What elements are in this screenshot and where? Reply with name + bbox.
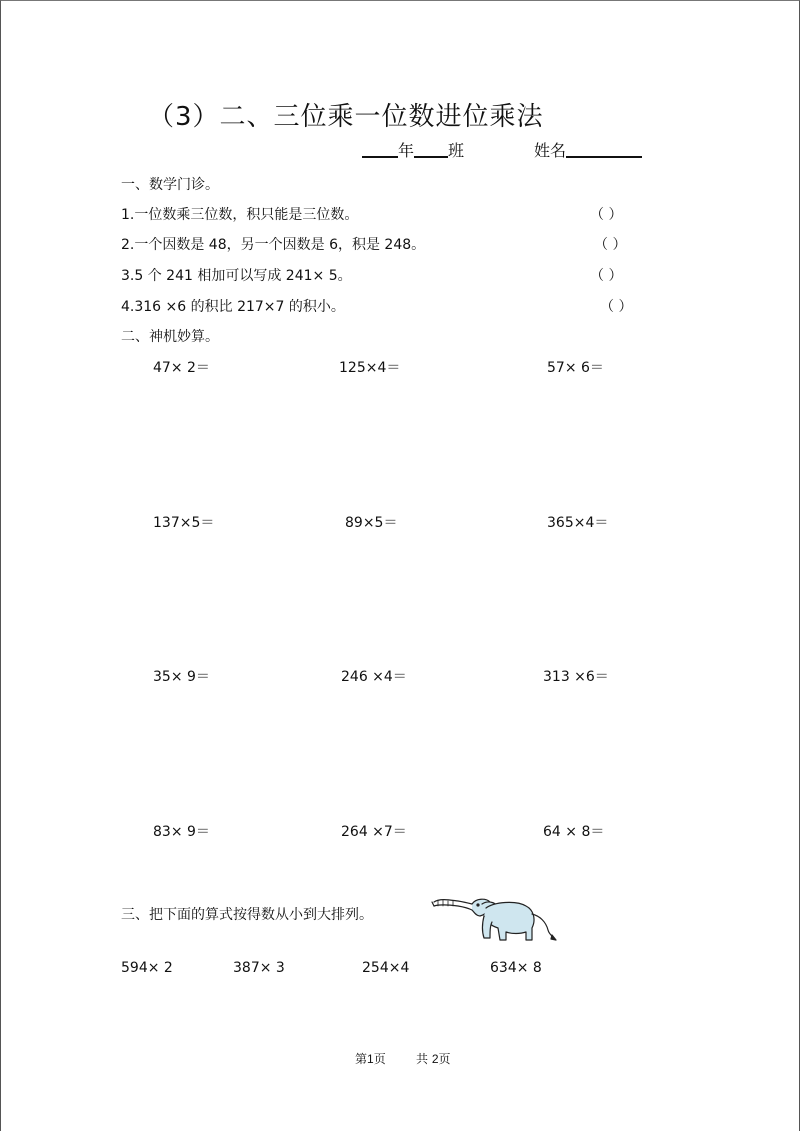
- calc-item: 264 ×7＝: [341, 824, 407, 840]
- name-blank[interactable]: [566, 140, 642, 158]
- total-prefix: 共: [416, 1052, 429, 1066]
- question-1: 1.一位数乘三位数，积只能是三位数。: [121, 207, 359, 223]
- order-expr: 634× 8: [490, 960, 542, 976]
- calc-item: 125×4＝: [339, 360, 401, 376]
- order-expr: 387× 3: [233, 960, 285, 976]
- answer-paren-1[interactable]: （ ）: [590, 207, 623, 223]
- section2-heading: 二、神机妙算。: [121, 329, 219, 345]
- question-3: 3.5 个 241 相加可以写成 241× 5。: [121, 268, 352, 284]
- calc-item: 137×5＝: [153, 515, 215, 531]
- total-num: 2: [431, 1052, 439, 1066]
- page-suffix: 页: [373, 1052, 386, 1066]
- section3-heading: 三、把下面的算式按得数从小到大排列。: [121, 907, 373, 923]
- class-blank[interactable]: [414, 140, 448, 158]
- calc-item: 47× 2＝: [153, 360, 210, 376]
- calc-item: 89×5＝: [345, 515, 398, 531]
- question-2: 2.一个因数是 48，另一个因数是 6，积是 248。: [121, 237, 426, 253]
- section1-heading: 一、数学门诊。: [121, 177, 219, 193]
- name-label: 姓名: [534, 141, 567, 160]
- order-expr: 254×4: [362, 960, 410, 976]
- calc-item: 83× 9＝: [153, 824, 210, 840]
- answer-paren-4[interactable]: （ ）: [600, 299, 633, 315]
- page-number: [355, 1050, 386, 1067]
- grade-blank[interactable]: [362, 140, 398, 158]
- name-field: [534, 138, 642, 161]
- total-suffix: 页: [438, 1052, 451, 1066]
- grade-label: 年: [398, 141, 415, 160]
- class-label: 班: [448, 141, 465, 160]
- answer-paren-2[interactable]: （ ）: [594, 237, 627, 253]
- calc-item: 57× 6＝: [547, 360, 604, 376]
- calc-item: 64 × 8＝: [543, 824, 605, 840]
- calc-item: 313 ×6＝: [543, 669, 609, 685]
- page-num: 1: [367, 1052, 374, 1066]
- page-prefix: 第: [355, 1052, 368, 1066]
- calc-item: 365×4＝: [547, 515, 609, 531]
- elephant-illustration: [428, 892, 558, 948]
- page-title: （3）二、三位乘一位数进位乘法: [148, 102, 544, 132]
- answer-paren-3[interactable]: （ ）: [590, 268, 623, 284]
- calc-item: 246 ×4＝: [341, 669, 407, 685]
- order-expr: 594× 2: [121, 960, 173, 976]
- calc-item: 35× 9＝: [153, 669, 210, 685]
- total-pages: [416, 1050, 451, 1067]
- question-4: 4.316 ×6 的积比 217×7 的积小。: [121, 299, 345, 315]
- grade-class-field: [362, 138, 464, 161]
